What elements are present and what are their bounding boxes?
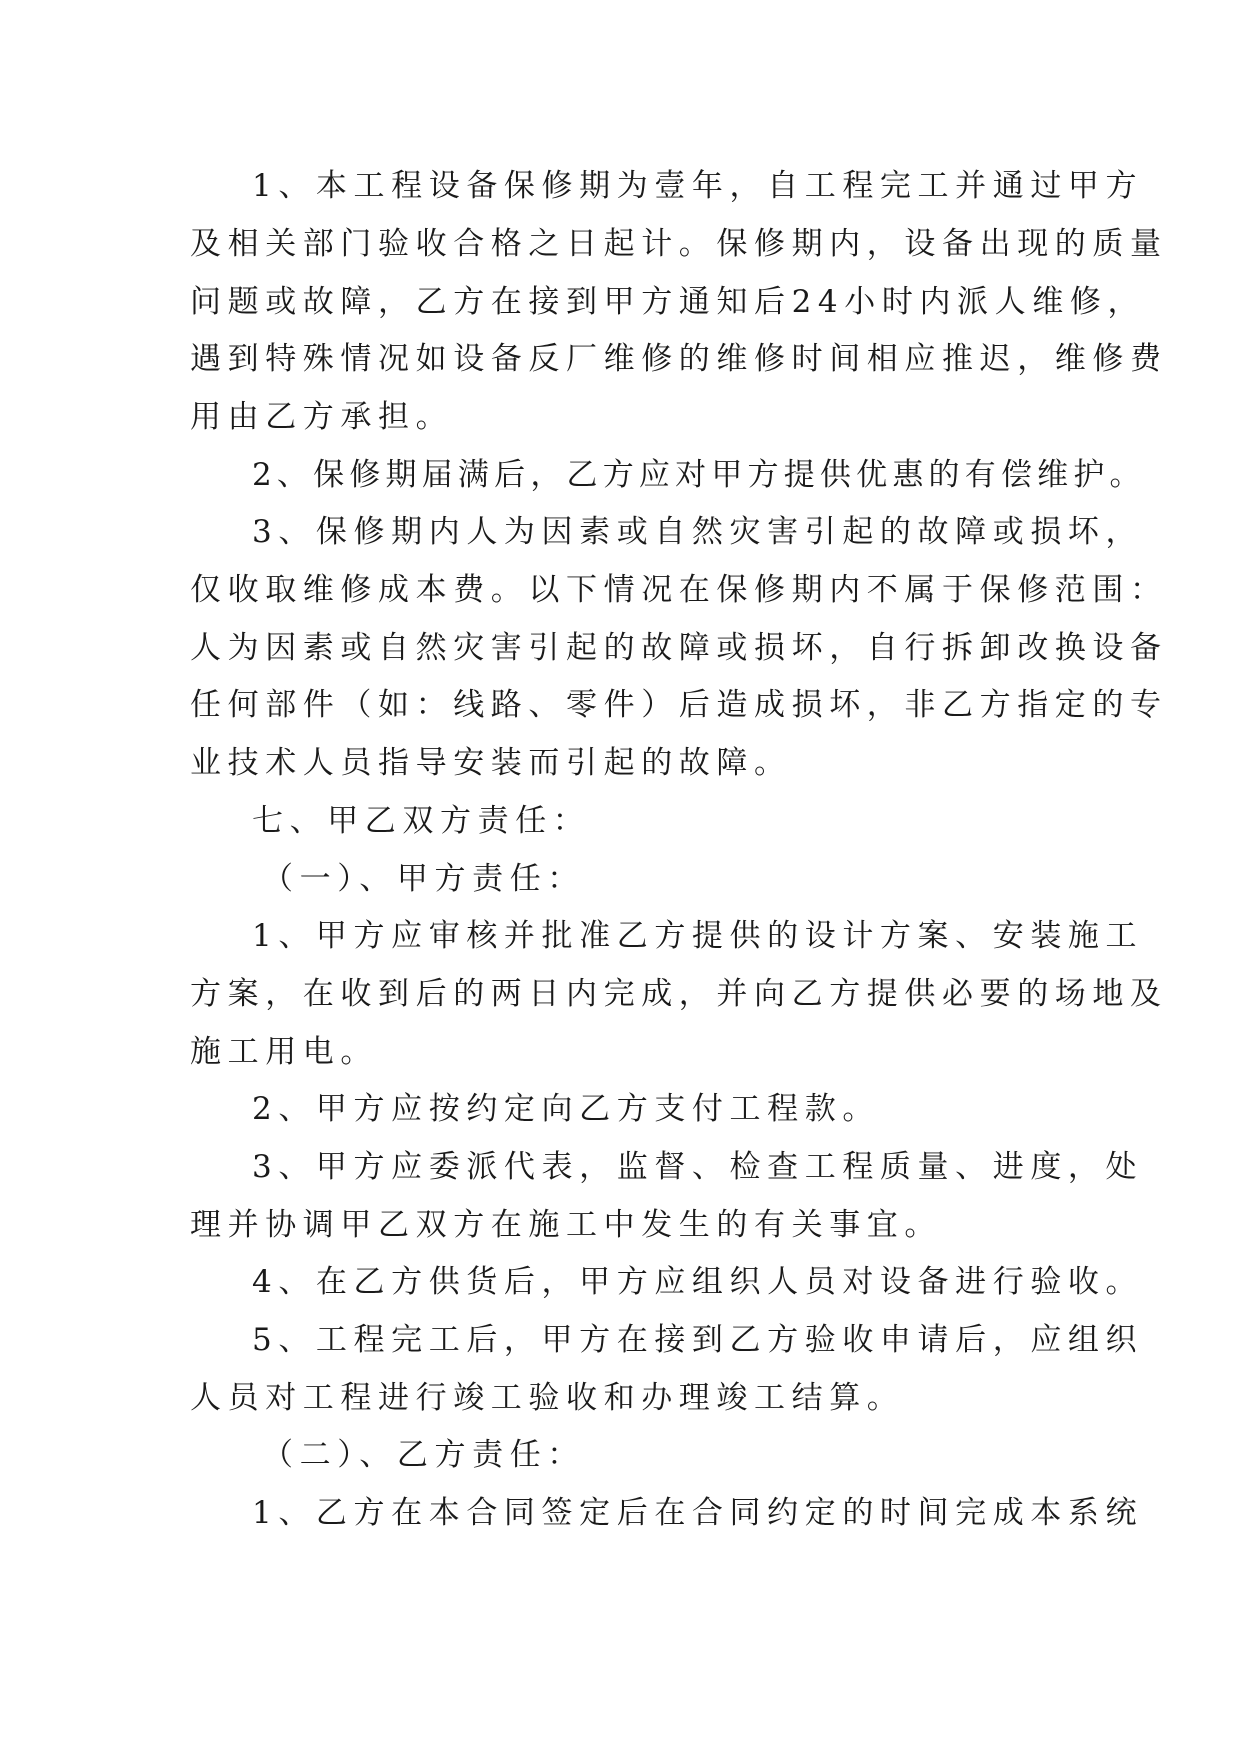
paragraph-line: 仅收取维修成本费。以下情况在保修期内不属于保修范围： (190, 572, 1168, 608)
paragraph-line: 问题或故障，乙方在接到甲方通知后24小时内派人维修， (190, 284, 1146, 320)
section-heading: 七、甲乙双方责任： (252, 803, 591, 839)
paragraph-line: 3、保修期内人为因素或自然灾害引起的故障或损坏， (252, 514, 1144, 550)
paragraph-line: 遇到特殊情况如设备反厂维修的维修时间相应推迟，维修费 (190, 341, 1168, 377)
paragraph-line: 用由乙方承担。 (190, 399, 454, 435)
paragraph-line: 人员对工程进行竣工验收和办理竣工结算。 (190, 1380, 905, 1416)
subsection-heading: （一）、甲方责任： (262, 861, 585, 897)
paragraph-line: 方案，在收到后的两日内完成，并向乙方提供必要的场地及 (190, 976, 1168, 1012)
paragraph-line: 5、工程完工后，甲方在接到乙方验收申请后，应组织 (252, 1322, 1144, 1358)
paragraph-line: 任何部件（如：线路、零件）后造成损坏，非乙方指定的专 (190, 687, 1168, 723)
paragraph-line: 4、在乙方供货后，甲方应组织人员对设备进行验收。 (252, 1264, 1144, 1300)
paragraph-line: 及相关部门验收合格之日起计。保修期内，设备出现的质量 (190, 226, 1168, 262)
paragraph-line: 2、甲方应按约定向乙方支付工程款。 (252, 1091, 880, 1127)
paragraph-line: 1、乙方在本合同签定后在合同约定的时间完成本系统 (252, 1495, 1144, 1531)
paragraph-line: 1、本工程设备保修期为壹年，自工程完工并通过甲方 (252, 168, 1144, 204)
paragraph-line: 人为因素或自然灾害引起的故障或损坏，自行拆卸改换设备 (190, 630, 1168, 666)
paragraph-line: 1、甲方应审核并批准乙方提供的设计方案、安装施工 (252, 918, 1144, 954)
paragraph-line: 2、保修期届满后，乙方应对甲方提供优惠的有偿维护。 (252, 457, 1146, 493)
paragraph-line: 理并协调甲乙双方在施工中发生的有关事宜。 (190, 1207, 942, 1243)
subsection-heading: （二）、乙方责任： (262, 1437, 585, 1473)
paragraph-line: 施工用电。 (190, 1034, 378, 1070)
paragraph-line: 3、甲方应委派代表，监督、检查工程质量、进度，处 (252, 1149, 1144, 1185)
paragraph-line: 业技术人员指导安装而引起的故障。 (190, 745, 792, 781)
